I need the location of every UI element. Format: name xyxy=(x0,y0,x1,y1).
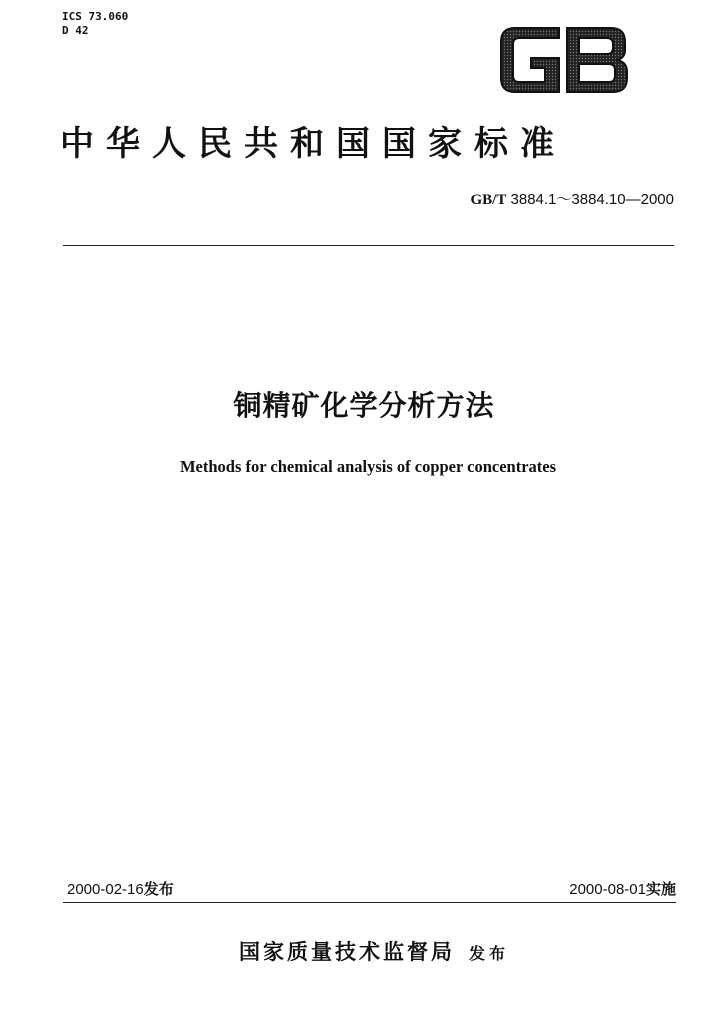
issuer-name: 国家质量技术监督局 xyxy=(238,939,455,964)
national-standard-title: 中华人民共和国国家标准 xyxy=(60,124,566,164)
document-title-cn: 铜精矿化学分析方法 xyxy=(233,389,495,422)
date-line xyxy=(63,878,676,903)
implement-date: 2000-08-01 xyxy=(569,881,646,898)
classification-codes xyxy=(62,10,128,38)
document-title-en: Methods for chemical analysis of copper concentrates xyxy=(179,457,557,476)
issue-date-group xyxy=(67,878,174,902)
gb-standard-logo-icon xyxy=(497,24,631,96)
ics-code: ICS 73.060 xyxy=(62,10,129,23)
standard-number-range: 3884.1～3884.10—2000 xyxy=(510,191,674,208)
implement-date-group xyxy=(569,878,676,902)
standard-prefix: GB/T xyxy=(470,192,507,208)
issue-date: 2000-02-16 xyxy=(67,881,144,898)
implement-label: 实施 xyxy=(645,881,676,898)
issuing-authority xyxy=(0,936,728,970)
issuer-action: 发布 xyxy=(468,944,509,963)
standard-number xyxy=(470,190,674,210)
issue-label: 发布 xyxy=(143,881,174,898)
header-divider xyxy=(63,245,674,246)
class-code: D 42 xyxy=(62,24,89,37)
